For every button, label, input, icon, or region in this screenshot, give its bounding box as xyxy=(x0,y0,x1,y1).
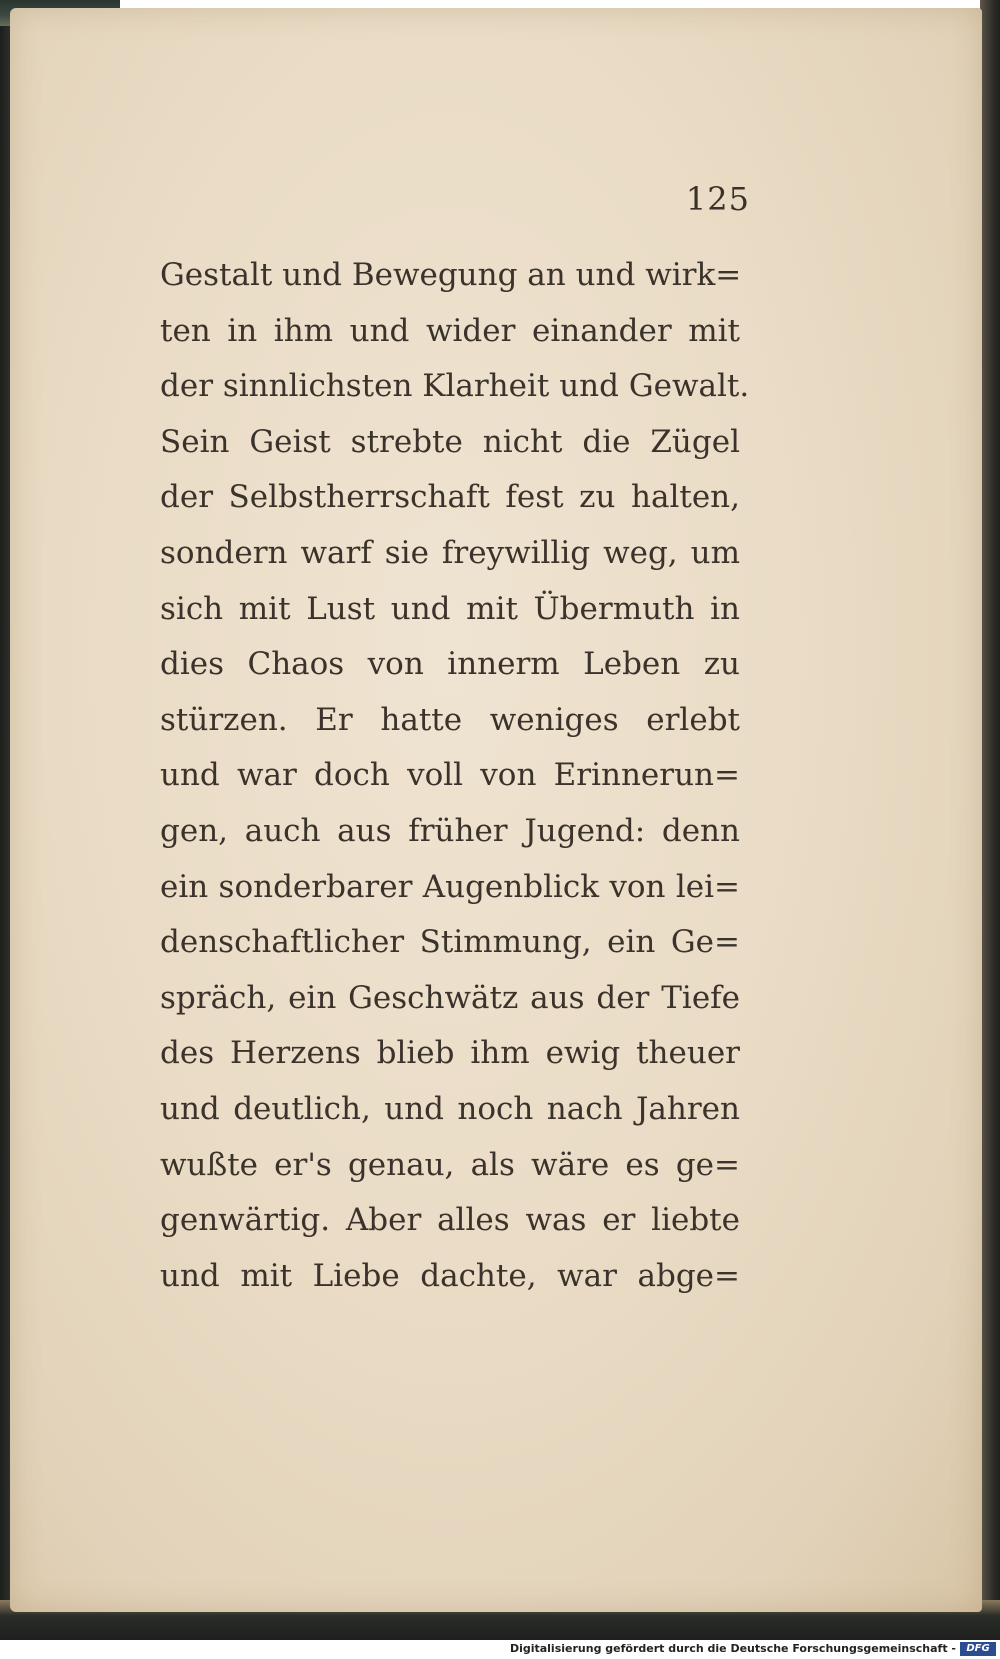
text-line: stürzen. Er hatte weniges erlebt xyxy=(160,701,740,738)
body-text xyxy=(160,248,750,1304)
page-number: 125 xyxy=(685,180,750,218)
dfg-logo: DFG xyxy=(960,1642,996,1656)
text-line: genwärtig. Aber alles was er liebte xyxy=(160,1202,740,1239)
text-line: Sein Geist strebte nicht die Zügel xyxy=(160,423,740,460)
text-line: wußte er's genau, als wäre es ge= xyxy=(160,1146,740,1183)
text-line: sich mit Lust und mit Übermuth in xyxy=(160,590,740,627)
text-line: des Herzens blieb ihm ewig theuer xyxy=(160,1035,740,1072)
text-line: dies Chaos von innerm Leben zu xyxy=(160,646,740,683)
text-line: der sinnlichsten Klarheit und Gewalt. xyxy=(160,368,750,405)
text-line: der Selbstherrschaft fest zu halten, xyxy=(160,479,740,516)
text-line: ten in ihm und wider einander mit xyxy=(160,312,740,349)
text-line: gen, auch aus früher Jugend: denn xyxy=(160,812,740,849)
book-cover-right-edge xyxy=(980,0,1000,1640)
text-line: und war doch voll von Erinnerun= xyxy=(160,757,740,794)
text-line: Gestalt und Bewegung an und wirk= xyxy=(160,257,742,293)
text-line: sondern warf sie freywillig weg, um xyxy=(160,534,740,571)
text-line: denschaftlicher Stimmung, ein Ge= xyxy=(160,924,740,961)
text-line: spräch, ein Geschwätz aus der Tiefe xyxy=(160,979,740,1016)
digitization-credit: Digitalisierung gefördert durch die Deutsche Forschungsgemeinschaft - xyxy=(509,1642,956,1655)
text-line: und deutlich, und noch nach Jahren xyxy=(160,1090,740,1127)
text-line: und mit Liebe dachte, war abge= xyxy=(160,1257,740,1294)
text-line: ein sonderbarer Augenblick von lei= xyxy=(160,868,740,905)
